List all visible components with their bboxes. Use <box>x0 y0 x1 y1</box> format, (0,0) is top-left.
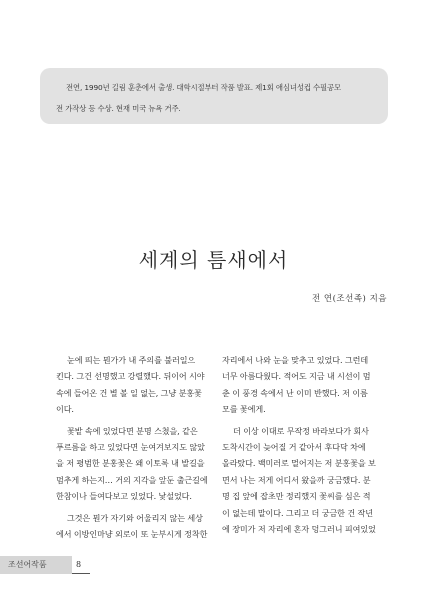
body-line: 도착시간이 늦어질 거 같아서 후다닥 차에 <box>222 442 366 453</box>
body-line: 자리에서 나와 눈을 맞추고 있었다. 그런데 <box>222 355 369 365</box>
page-number: 8 <box>76 560 82 569</box>
body-line: 그것은 뭔가 자기와 어울리지 않는 세상 <box>67 512 203 523</box>
body-line: 에 장미가 저 자리에 혼자 덩그러니 피여있었 <box>222 524 376 535</box>
body-line: 이다. <box>56 404 74 415</box>
body-line: 에서 이방인마냥 외로이 또 눈부시게 정착한 <box>56 529 208 540</box>
body-column-left <box>56 352 222 542</box>
body-line: 올라탔다. 백미러로 멀어지는 저 분홍꽃을 보 <box>222 458 376 469</box>
body-line: 더 이상 이대로 무작정 바라보다가 회사 <box>233 425 369 436</box>
author-bio-line: 전 가작상 등 수상. 현재 미국 뉴욕 거주. <box>56 104 181 113</box>
body-column-right <box>222 352 388 537</box>
body-line: 을 저 평범한 분홍꽃은 왜 이토록 내 발길을 <box>56 458 205 469</box>
article-title: 세계의 틈새에서 <box>138 248 289 272</box>
body-line: 명 집 앞에 잡초만 정리했지 꽃씨를 심은 적 <box>222 491 371 502</box>
body-line: 한참이나 들여다보고 있었다. 낯설었다. <box>56 491 192 502</box>
body-line: 춘 이 풍경 속에서 난 이미 반했다. 저 이름 <box>222 387 368 398</box>
footer-section-label: 조선어작품 <box>0 556 72 574</box>
body-line: 꽃밭 속에 있었다면 분명 스쳤을, 같은 <box>67 425 198 436</box>
body-line: 킨다. 그건 선명했고 강렬했다. 뒤이어 시야 <box>56 371 205 382</box>
author-bio-box <box>40 68 388 124</box>
body-line: 눈에 띄는 뭔가가 내 주의를 불러일으 <box>67 355 196 365</box>
footer-divider <box>72 573 90 574</box>
body-line: 너무 아름다웠다. 적어도 지금 내 시선이 멈 <box>222 371 371 382</box>
body-line: 이 없는데 말이다. 그리고 더 궁금한 건 작년 <box>222 507 373 518</box>
author-bio-line: 전연, 1990년 길림 훈춘에서 출생. 대학시절부터 작품 발표. 제1회 애심녀성컵 수필공모 <box>66 83 342 92</box>
body-line: 모를 꽃에게. <box>222 404 266 415</box>
body-line: 푸르름을 하고 있었다면 눈여겨보지도 않았 <box>56 442 205 453</box>
body-line: 속에 들어온 건 별 볼 일 없는, 그냥 분홍꽃 <box>56 387 202 398</box>
article-byline: 전 연(조선족) 지음 <box>311 294 387 304</box>
body-line: 멈추게 하는지… 거의 지각을 앞둔 출근길에 <box>56 474 208 485</box>
body-line: 면서 나는 저게 어디서 왔을까 궁금했다. 분 <box>222 474 371 485</box>
